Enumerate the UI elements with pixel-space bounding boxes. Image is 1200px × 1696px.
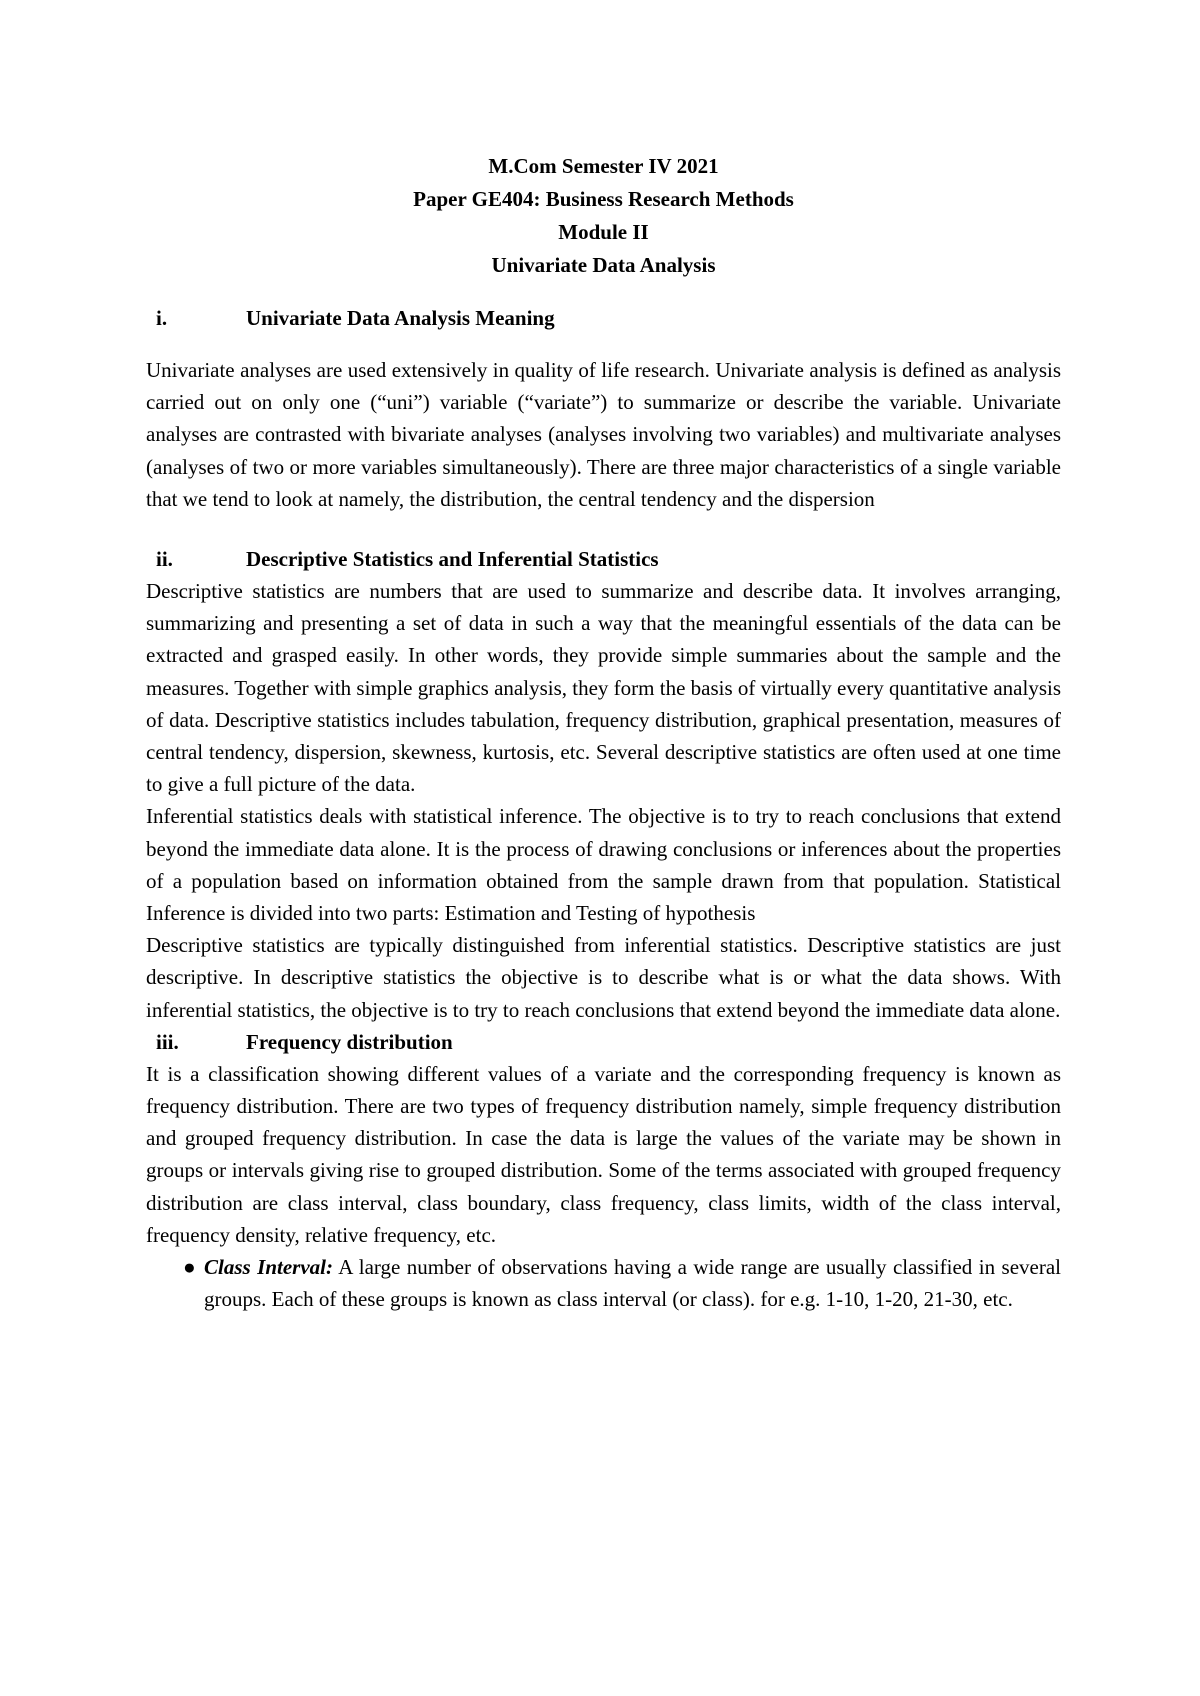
section-title: Univariate Data Analysis Meaning (246, 306, 555, 330)
list-item (146, 1251, 1061, 1315)
topic-title: Univariate Data Analysis (491, 253, 716, 277)
bullet-body (204, 1251, 1061, 1315)
module-title: Module II (558, 220, 649, 244)
section-title: Frequency distribution (246, 1029, 453, 1054)
document-header (146, 150, 1061, 282)
bullet-text: A large number of observations having a wide range are usually classified in several groups. Each of these groups is known as class interval (or class). for e.g. 1-10, 1-20, 21-30, etc. (204, 1255, 1062, 1312)
bullet-list (146, 1251, 1061, 1315)
paragraph-descriptive: Descriptive statistics are numbers that are used to summarize and describe data. It involves arranging, summarizing and presenting a set of data in such a way that the meaningful essentials of the data can be extracted and grasped easily. In other words, they provide simple summaries about the sample and the measures. Together with simple graphics analysis, they form the basis of virtually every quantitative analysis of data. Descriptive statistics includes tabulation, frequency distribution, graphical presentation, measures of central tendency, dispersion, skewness, kurtosis, etc. Several descriptive statistics are often used at one time to give a full picture of the data. (146, 579, 1061, 797)
section-heading-meaning (146, 302, 1061, 334)
section-heading-descriptive-inferential (146, 543, 1061, 575)
paragraph-distinction: Descriptive statistics are typically distinguished from inferential statistics. Descriptive statistics are just descriptive. In descriptive statistics the objective is to describe what is or what the data shows. With inferential statistics, the objective is to try to reach conclusions that extend beyond the immediate data alone. (146, 933, 1061, 1022)
paragraph-inferential: Inferential statistics deals with statistical inference. The objective is to try to reach conclusions that extend beyond the immediate data alone. It is the process of drawing conclusions or inferences about the properties of a population based on information obtained from the sample drawn from that population. Statistical Inference is divided into two parts: Estimation and Testing of hypothesis (146, 804, 1061, 926)
section-title: Descriptive Statistics and Inferential Statistics (246, 547, 659, 572)
section-number: iii. (156, 1029, 179, 1054)
bullet-icon: ● (183, 1255, 196, 1280)
section-number: ii. (156, 547, 173, 572)
paper-title: Paper GE404: Business Research Methods (413, 187, 794, 211)
paragraph-meaning: Univariate analyses are used extensively in quality of life research. Univariate analysis is defined as analysis carried out on only one (“uni”) variable (“variate”) to summarize or describe the variable. Univariate analyses are contrasted with bivariate analyses (analyses involving two variables) and multivariate analyses (analyses of two or more variables simultaneously). There are three major characteristics of a single variable that we tend to look at namely, the distribution, the central tendency and the dispersion (146, 358, 1061, 511)
paragraph-frequency: It is a classification showing different values of a variate and the corresponding frequency is known as frequency distribution. There are two types of frequency distribution namely, simple frequency distribution and grouped frequency distribution. In case the data is large the values of the variate may be shown in groups or intervals giving rise to grouped distribution. Some of the terms associated with grouped frequency distribution are class interval, class boundary, class frequency, class limits, width of the class interval, frequency density, relative frequency, etc. (146, 1061, 1061, 1247)
course-title: M.Com Semester IV 2021 (488, 154, 719, 178)
bullet-term: Class Interval: (204, 1255, 333, 1280)
section-number: i. (156, 306, 168, 330)
section-heading-frequency-distribution (146, 1026, 1061, 1058)
